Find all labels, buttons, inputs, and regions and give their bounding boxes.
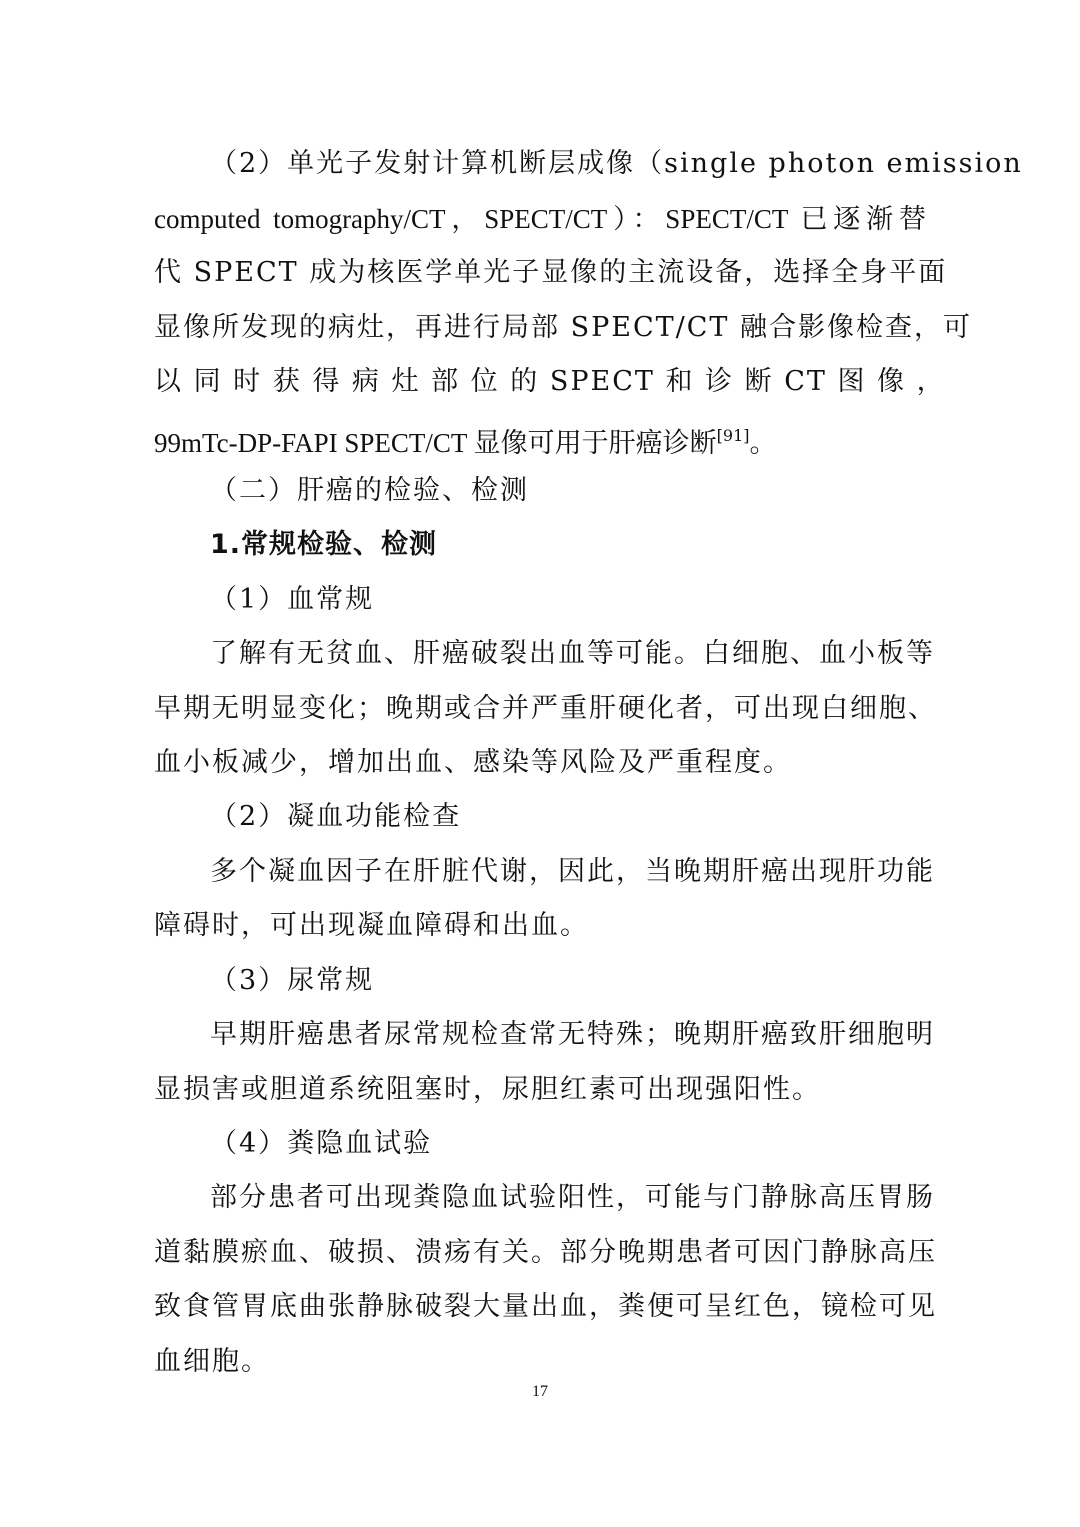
paragraph-spect-ct-line-1: （2）单光子发射计算机断层成像（single photon emission [210,148,1023,179]
paragraph-fecal-occult-blood-line-3: 致食管胃底曲张静脉破裂大量出血，粪便可呈红色，镜检可见 [154,1291,937,1322]
paragraph-spect-ct-line-6-text: 99mTc-DP-FAPI SPECT/CT 显像可用于肝癌诊断 [154,428,717,458]
subsection-heading-routine-tests: 1.常规检验、检测 [210,529,438,560]
heading-blood-routine: （1）血常规 [210,584,375,615]
heading-coagulation: （2）凝血功能检查 [210,801,462,832]
section-heading-lab-tests: （二）肝癌的检验、检测 [210,475,529,506]
paragraph-fecal-occult-blood-line-1: 部分患者可出现粪隐血试验阳性，可能与门静脉高压胃肠 [210,1182,935,1213]
heading-fecal-occult-blood: （4）粪隐血试验 [210,1128,433,1159]
paragraph-urine-routine-line-2: 显损害或胆道系统阻塞时，尿胆红素可出现强阳性。 [154,1074,821,1105]
paragraph-spect-ct-line-2: computed tomography/CT，SPECT/CT）：SPECT/CT 已逐渐替 [154,204,926,234]
page-number: 17 [532,1383,548,1400]
citation-91: [91] [716,426,750,445]
paragraph-coagulation-line-2: 障碍时，可出现凝血障碍和出血。 [154,910,589,941]
heading-urine-routine: （3）尿常规 [210,965,375,996]
paragraph-spect-ct-line-5: 以 同 时 获 得 病 灶 部 位 的 SPECT 和 诊 断 CT 图 像 ， [154,366,946,397]
paragraph-coagulation-line-1: 多个凝血因子在肝脏代谢，因此，当晚期肝癌出现肝功能 [210,856,935,887]
paragraph-urine-routine-line-1: 早期肝癌患者尿常规检查常无特殊；晚期肝癌致肝细胞明 [210,1019,935,1050]
paragraph-spect-ct-line-6 [154,409,926,463]
paragraph-blood-routine-line-1: 了解有无贫血、肝癌破裂出血等可能。白细胞、血小板等 [210,638,935,669]
paragraph-spect-ct-line-6-end: 。 [749,428,779,459]
paragraph-fecal-occult-blood-line-2: 道黏膜瘀血、破损、溃疡有关。部分晚期患者可因门静脉高压 [154,1237,937,1268]
paragraph-blood-routine-line-2: 早期无明显变化；晚期或合并严重肝硬化者，可出现白细胞、 [154,693,937,724]
paragraph-spect-ct-line-4: 显像所发现的病灶，再进行局部 SPECT/CT 融合影像检查，可 [154,312,972,343]
paragraph-fecal-occult-blood-line-4: 血细胞。 [154,1346,270,1377]
paragraph-blood-routine-line-3: 血小板减少，增加出血、感染等风险及严重程度。 [154,747,792,778]
paragraph-spect-ct-line-3: 代 SPECT 成为核医学单光子显像的主流设备，选择全身平面 [154,257,948,288]
